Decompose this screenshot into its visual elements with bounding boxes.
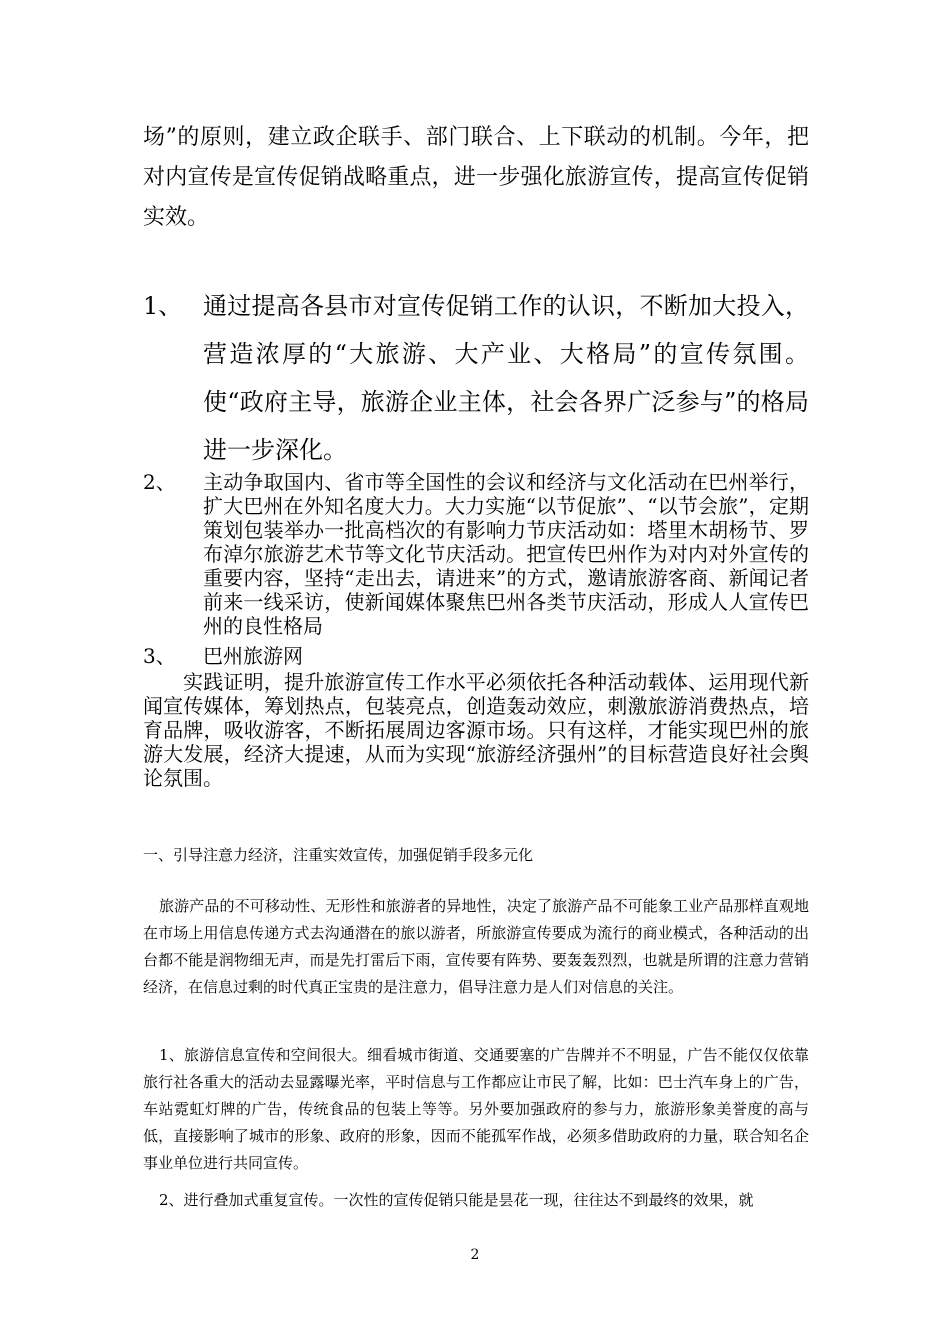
list-item-3 (143, 644, 809, 668)
list-item-text: 巴州旅游网 (203, 644, 303, 668)
list-item-number: 3、 (143, 644, 176, 668)
page-number: 2 (470, 1247, 480, 1263)
body-paragraph-3: 2、进行叠加式重复宣传。一次性的宣传促销只能是昙花一现，往往达不到最终的效果，就 (159, 1191, 754, 1209)
section-heading: 一、引导注意力经济，注重实效宣传，加强促销手段多元化 (143, 846, 534, 864)
practice-paragraph: 实践证明，提升旅游宣传工作水平必须依托各种活动载体、运用现代新闻宣传媒体，筹划热点，包装亮点，创造轰动效应，刺激旅游消费热点，培育品牌，吸收游客，不断拓展周边客源市场。只有这样，才能实现巴州的旅游大发展，经济大提速，从而为实现“旅游经济强州”的目标营造良好社会舆论氛围。 (143, 670, 809, 790)
list-item-text: 主动争取国内、省市等全国性的会议和经济与文化活动在巴州举行，扩大巴州在外知名度大力。大力实施“以节促旅”、“以节会旅”，定期策划包装举办一批高档次的有影响力节庆活动如：塔里木胡杨节、罗布淖尔旅游艺术节等文化节庆活动。把宣传巴州作为对内对外宣传的重要内容，坚持“走出去，请进来”的方式，邀请旅游客商、新闻记者前来一线采访，使新闻媒体聚焦巴州各类节庆活动，形成人人宣传巴州的良性格局 (203, 470, 809, 638)
list-item-number: 2、 (143, 470, 176, 494)
list-item-1 (143, 282, 809, 474)
body-paragraph-2: 1、旅游信息宣传和空间很大。细看城市街道、交通要塞的广告牌并不不明显，广告不能仅仅依靠旅行社各重大的活动去显露曝光率，平时信息与工作都应让市民了解，比如：巴士汽车身上的广告，车站霓虹灯牌的广告，传统食品的包装上等等。另外要加强政府的参与力，旅游形象美誉度的高与低，直接影响了城市的形象、政府的形象，因而不能孤军作战，必须多借助政府的力量，联合知名企事业单位进行共同宣传。 (143, 1046, 809, 1172)
list-item-text: 通过提高各县市对宣传促销工作的认识，不断加大投入，营造浓厚的“大旅游、大产业、大格局”的宣传氛围。使“政府主导，旅游企业主体，社会各界广泛参与”的格局进一步深化。 (203, 292, 809, 464)
body-paragraph-1: 旅游产品的不可移动性、无形性和旅游者的异地性，决定了旅游产品不可能象工业产品那样直观地在市场上用信息传递方式去沟通潜在的旅以游者，所旅游宣传要成为流行的商业模式，各种活动的出台都不能是润物细无声，而是先打雷后下雨，宣传要有阵势、要轰轰烈烈，也就是所谓的注意力营销经济，在信息过剩的时代真正宝贵的是注意力，倡导注意力是人们对信息的关注。 (143, 897, 809, 996)
list-item-number: 1、 (143, 292, 183, 320)
list-item-2 (143, 470, 809, 638)
intro-paragraph: 场”的原则，建立政企联手、部门联合、上下联动的机制。今年，把对内宣传是宣传促销战略重点，进一步强化旅游宣传，提高宣传促销实效。 (143, 125, 809, 230)
